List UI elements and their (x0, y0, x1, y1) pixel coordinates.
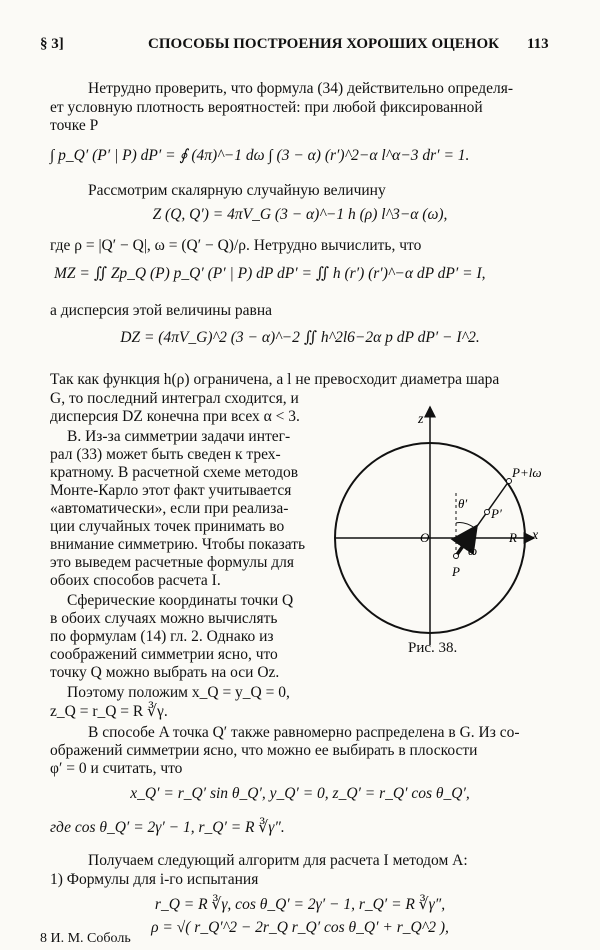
label-P-lw: P+lω (512, 465, 542, 480)
label-R: R (509, 530, 517, 545)
text-line: «автоматически», если при реализа- (50, 500, 289, 517)
label-theta: θ′ (458, 496, 468, 511)
point-P-prime (485, 510, 490, 515)
running-title: СПОСОБЫ ПОСТРОЕНИЯ ХОРОШИХ ОЦЕНОК (148, 36, 500, 52)
equation-cos: где cos θ_Q′ = 2γ′ − 1, r_Q′ = R ∛γ″. (50, 819, 285, 836)
equation-Z: Z (Q, Q′) = 4πV_G (3 − α)^−1 h (ρ) l^3−α (ω), (152, 206, 448, 223)
figure-caption: Рис. 38. (408, 640, 458, 656)
text-line: обоих способов расчета I. (50, 572, 221, 589)
text-line: кратному. В расчетной схеме методов (50, 464, 299, 481)
section-mark: § 3] (40, 36, 64, 52)
text-line: ции случайных точек принимать во (50, 518, 285, 535)
equation-coords: x_Q′ = r_Q′ sin θ_Q′, y_Q′ = 0, z_Q′ = r_Q′ cos θ_Q′, (130, 785, 470, 802)
text-line: Монте-Карло этот факт учитывается (50, 482, 292, 499)
text-line: внимание симметрию. Чтобы показать (50, 536, 306, 553)
theta-arc (456, 523, 475, 528)
text-line: где ρ = |Q′ − Q|, ω = (Q′ − Q)/ρ. Нетрудно вычислить, что (50, 237, 422, 254)
text-line: ет условную плотность вероятностей: при любой фиксированной (50, 99, 483, 116)
text-line: рал (33) может быть сведен к трех- (50, 446, 281, 463)
text-line: G, то последний интеграл сходится, и (50, 390, 299, 407)
label-z: z (418, 412, 424, 427)
text-line: Получаем следующий алгоритм для расчета I методом А: (88, 852, 468, 869)
text-line: ображений симметрии ясно, что можно ее выбирать в плоскости (50, 742, 478, 759)
text-line: точку Q можно выбрать на оси Oz. (50, 664, 280, 681)
equation-trial: r_Q = R ∛γ, cos θ_Q′ = 2γ′ − 1, r_Q′ = R ∛γ″, (154, 896, 446, 913)
label-P: P (452, 564, 460, 579)
text-line: 1) Формулы для i-го испытания (50, 871, 259, 888)
text-line: Сферические координаты точки Q (67, 592, 294, 609)
text-line: дисперсия DZ конечна при всех α < 3. (50, 408, 300, 425)
signature-mark: 8 И. М. Соболь (40, 931, 131, 946)
equation-MZ: MZ = ∬ Zp_Q (P) p_Q′ (P′ | P) dP dP′ = ∬ h (r′) (r′)^−α dP dP′ = I, (54, 265, 486, 282)
point-P (454, 554, 459, 559)
text-line: В. Из-за симметрии задачи интег- (67, 428, 291, 445)
text-line: Нетрудно проверить, что формула (34) действительно определя- (88, 80, 514, 97)
text-line: φ′ = 0 и считать, что (50, 760, 183, 777)
text-line: Рассмотрим скалярную случайную величину (88, 182, 386, 199)
text-line: z_Q = r_Q = R ∛γ. (50, 703, 168, 720)
equation-rho: ρ = √( r_Q′^2 − 2r_Q r_Q′ cos θ_Q′ + r_Q^2 ), (151, 919, 449, 936)
text-line: В способе A точка Q′ также равномерно распределена в G. Из со- (88, 724, 520, 741)
label-P-prime: P′ (491, 506, 502, 521)
text-line: Поэтому положим x_Q = y_Q = 0, (67, 684, 290, 701)
text-line: Так как функция h(ρ) ограничена, а l не превосходит диаметра шара (50, 371, 500, 388)
equation-DZ: DZ = (4πV_G)^2 (3 − α)^−2 ∬ h^2l6−2α p dP dP′ − I^2. (120, 329, 480, 346)
text-line: точке P (50, 117, 99, 134)
figure-38 (334, 405, 570, 667)
page-number: 113 (527, 36, 549, 52)
text-line: в обоих случаях можно вычислять (50, 610, 278, 627)
label-omega: ω (468, 543, 478, 558)
text-line: по формулам (14) гл. 2. Однако из (50, 628, 274, 645)
label-x: x (532, 528, 539, 543)
point-P-lw (507, 479, 512, 484)
equation-normalization: ∫ p_Q′ (P′ | P) dP′ = ∮ (4π)^−1 dω ∫ (3 − α) (r′)^2−α l^α−3 dr′ = 1. (50, 147, 470, 164)
label-O: O (420, 530, 430, 545)
text-line: а дисперсия этой величины равна (50, 302, 272, 319)
text-line: соображений симметрии ясно, что (50, 646, 278, 663)
text-line: это выведем расчетные формулы для (50, 554, 295, 571)
